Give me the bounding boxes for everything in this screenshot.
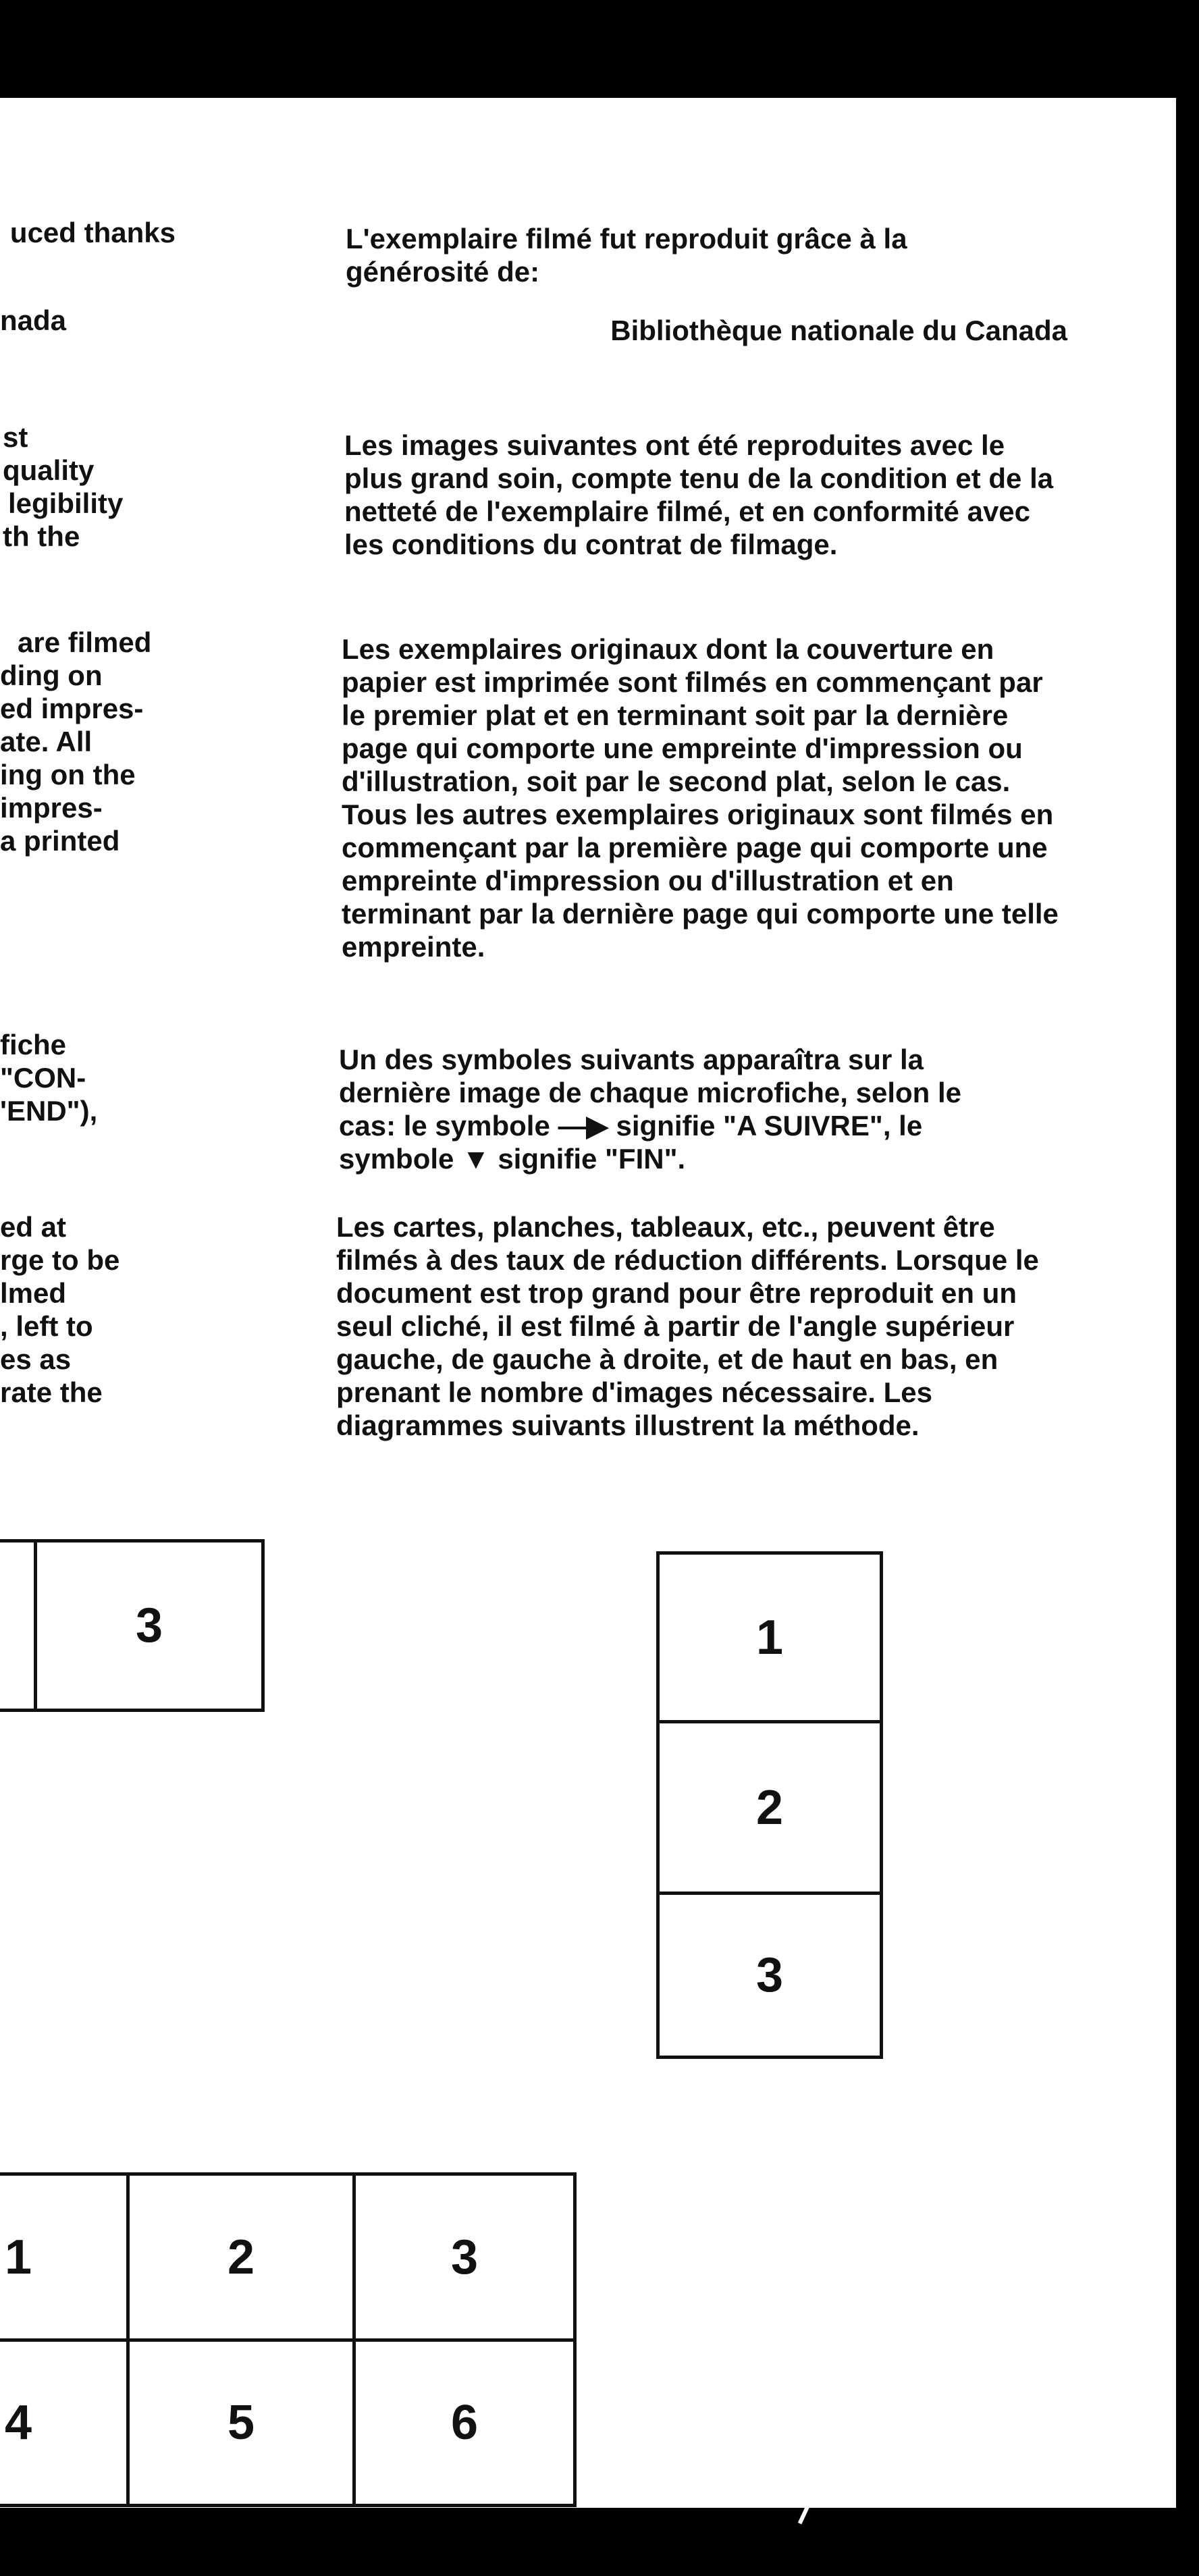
diagram-cell: 2 <box>126 2176 352 2338</box>
left-line: "CON- <box>0 1062 86 1094</box>
diagram-cell: 2 <box>660 1720 880 1891</box>
scan-speck <box>1181 1796 1185 1800</box>
left-line: ate. All <box>0 726 92 757</box>
end-triangle-icon: ▼ <box>462 1143 490 1175</box>
scan-speck <box>1181 34 1187 39</box>
institution-name: Bibliothèque nationale du Canada <box>610 315 1067 346</box>
scan-speck <box>584 27 588 31</box>
diagram-column <box>656 1551 883 2059</box>
symbols-text-2: signifie "A SUIVRE", le symbole <box>339 1110 923 1175</box>
page-sheet <box>0 98 1176 2508</box>
diagram-cell: 6 <box>352 2338 573 2504</box>
scan-speck <box>746 68 750 72</box>
left-line: 'END"), <box>0 1095 98 1127</box>
symbols-text-1: Un des symboles suivants apparaîtra sur la dernière image de chaque microfiche, selon le cas: le symbole <box>339 1044 961 1142</box>
diagram-row <box>0 1539 265 1712</box>
paragraph-quality: Les images suivantes ont été reproduites avec le plus grand soin, compte tenu de la condition et de la netteté de l'exemplaire filmé, et en conformité avec les conditions du contrat de filmage. <box>344 429 1054 560</box>
paragraph-maps: Les cartes, planches, tableaux, etc., peuvent être filmés à des taux de réduction différents. Lorsque le document est trop grand pour être reproduit en un seul cliché, il est filmé à partir de l'angle supérieur gauche, de gauche à droite, et de haut en bas, en prenant le nombre d'images nécessaire. Les diagrammes suivants illustrent la méthode. <box>336 1211 1039 1441</box>
left-paragraph <box>3 421 124 553</box>
left-line: es as <box>0 1343 72 1375</box>
left-line: nada <box>0 304 66 336</box>
scan-speck <box>246 73 250 77</box>
left-line: , left to <box>0 1310 93 1342</box>
left-line: ding on <box>0 660 103 691</box>
left-line: impres- <box>0 792 103 824</box>
paragraph-originals: Les exemplaires originaux dont la couverture en papier est imprimée sont filmés en commençant par le premier plat et en terminant soit par la dernière page qui comporte une empreinte d'impression ou d'illustration, soit par le second plat, selon le cas. Tous les autres exemplaires originaux sont filmés en commençant par la première page qui comporte une empreinte d'impression ou d'illustration et en terminant par la dernière page qui comporte une telle empreinte. <box>342 633 1059 963</box>
symbols-text-3: signifie "FIN". <box>498 1143 686 1175</box>
left-line: fiche <box>0 1029 67 1061</box>
paragraph-symbols <box>339 1043 1022 1175</box>
left-line: th the <box>3 520 80 552</box>
diagram-grid <box>0 2172 577 2507</box>
diagram-cell: 3 <box>352 2176 573 2338</box>
diagram-cell: 5 <box>126 2338 352 2504</box>
diagram-cell: 1 <box>755 1610 784 1665</box>
left-line: lmed <box>0 1277 67 1309</box>
left-line: a printed <box>0 825 120 857</box>
credit-intro: L'exemplaire filmé fut reproduit grâce à la générosité de: <box>346 223 907 288</box>
diagram-cell: 3 <box>660 1891 880 2056</box>
left-line: are filmed <box>18 626 152 658</box>
left-line: ed at <box>0 1211 67 1243</box>
left-line: rate the <box>0 1376 103 1408</box>
diagram-cell: 4 <box>0 2338 126 2504</box>
continued-arrow-icon: —▶ <box>558 1110 608 1142</box>
left-line: rge to be <box>0 1244 120 1276</box>
left-line: ing on the <box>0 759 136 790</box>
left-line: ed impres- <box>0 693 144 724</box>
diagram-cell: 3 <box>34 1542 261 1709</box>
diagram-cell: 1 <box>4 2230 32 2284</box>
left-line: st quality <box>3 421 95 486</box>
left-line: legibility <box>8 487 124 519</box>
left-line: uced thanks <box>9 217 176 248</box>
